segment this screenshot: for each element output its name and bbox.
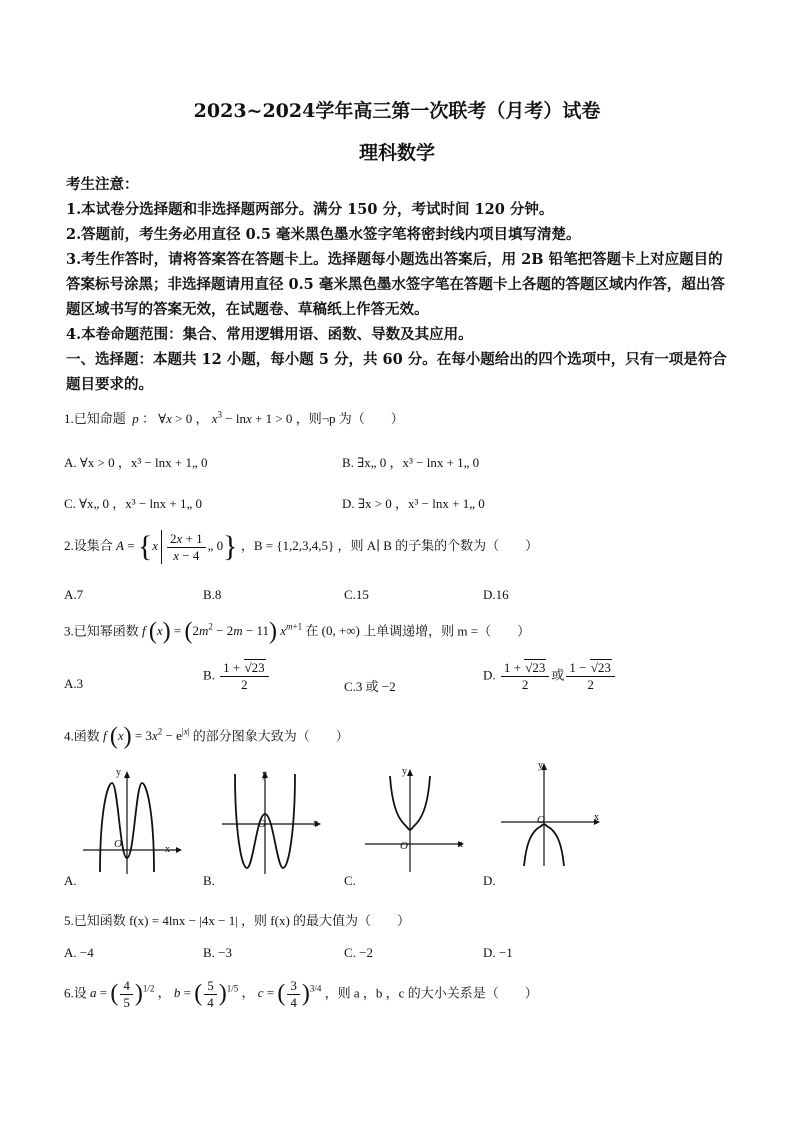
q5-option-c[interactable]: C. −2 — [344, 945, 374, 960]
graph-d-y-label: y — [538, 760, 543, 771]
q1-option-a[interactable]: A. ∀x > 0 ，x³ − lnx + 1„ 0 — [64, 455, 208, 470]
graph-c-label[interactable]: C. — [344, 873, 356, 888]
notice-item: 4.本卷命题范围：集合、常用逻辑用语、函数、导数及其应用。 — [66, 326, 473, 343]
notice-block — [66, 172, 736, 397]
graph-b-y-label: y — [262, 769, 267, 780]
q2-mid: ，B = {1,2,3,4,5} ，则 A∣ B 的子集的个数为（ ） — [240, 537, 539, 553]
q1-option-c[interactable]: C. ∀x„ 0 ，x³ − lnx + 1„ 0 — [64, 496, 202, 511]
q2-option-a[interactable]: A.7 — [64, 587, 84, 602]
q4-prefix: 4.函数 — [64, 728, 100, 744]
question-5: 5.已知函数 f(x) = 4lnx − |4x − 1| ，则 f(x) 的最大值为（ ） — [64, 913, 411, 928]
q5-option-a[interactable]: A. −4 — [64, 945, 94, 960]
q5-option-d[interactable]: D. −1 — [483, 945, 513, 960]
graph-b-label[interactable]: B. — [203, 873, 215, 888]
graph-b-x-label: x — [313, 818, 318, 829]
graph-d-x-label: x — [594, 812, 599, 823]
graph-b[interactable] — [217, 768, 327, 876]
q1-option-b[interactable]: B. ∃x„ 0 ，x³ − lnx + 1„ 0 — [342, 455, 480, 470]
q1-option-d[interactable]: D. ∃x > 0 ，x³ − lnx + 1„ 0 — [342, 496, 485, 511]
exam-subtitle: 理科数学 — [358, 142, 435, 164]
question-4 — [64, 724, 349, 751]
section-heading: 一、选择题：本题共 12 小题，每小题 5 分，共 60 分。在每小题给出的四个选项中，只有一项是符合题目要求的。 — [66, 351, 727, 393]
q3-prefix: 3.已知幂函数 — [64, 623, 139, 639]
graph-d-origin: O — [537, 814, 545, 826]
q4-formula: f $(x) = 3x^2 - e^{|x|}$ — [103, 724, 190, 750]
question-2 — [64, 530, 538, 564]
graph-b-origin: O — [258, 818, 266, 830]
exam-title: 2023~2024学年高三第一次联考（月考）试卷 — [193, 100, 601, 122]
question-3 — [64, 619, 530, 646]
q2-option-d[interactable]: D.16 — [483, 587, 509, 602]
notice-item: 3.考生作答时，请将答案答在答题卡上。选择题每小题选出答案后，用 2B 铅笔把答题卡上对应题目的答案标号涂黑；非选择题请用直径 0.5 毫米黑色墨水签字笔在答题卡上各题的答题区域内作答，超出答题区域书写的答案无效，在试题卷、草稿纸上作答无效。 — [66, 251, 725, 318]
graph-c-x-label: x — [458, 839, 463, 850]
q2-option-c[interactable]: C.15 — [344, 587, 369, 602]
graph-d[interactable] — [496, 760, 606, 868]
graph-a-x-label: x — [165, 844, 170, 855]
graph-a[interactable] — [78, 768, 188, 876]
q2-prefix: 2.设集合 — [64, 537, 113, 553]
q2-option-b[interactable]: B.8 — [203, 587, 222, 602]
graph-a-label[interactable]: A. — [64, 873, 77, 888]
q3-suffix: 上单调递增，则 m =（ ） — [363, 623, 531, 639]
question-6 — [64, 978, 538, 1011]
q3-option-c[interactable]: C.3 或 −2 — [344, 679, 396, 694]
q3-option-b[interactable]: B. $\frac{1 + √23}{2}$ — [203, 660, 271, 693]
q6-prefix: 6.设 — [64, 985, 87, 1001]
graph-d-label[interactable]: D. — [483, 873, 496, 888]
notice-item: 2.答题前，考生务必用直径 0.5 毫米黑色墨水签字笔将密封线内项目填写清楚。 — [66, 226, 581, 243]
q6-formula: a = ( $\frac{4}{5}$ )$^{1/2}$ ， b = ( $\frac{5}{4}$ )$^{1/5}$ ， c = ( $\frac{3}{4}$ )$^{3/4}$ — [90, 978, 322, 1010]
q6-suffix: ，则 a ，b ，c 的大小关系是（ ） — [324, 985, 538, 1001]
q1-formula: p ： ∀x > 0 ， $x^3 - \ln x + 1 > 0$ — [132, 409, 293, 426]
notice-heading: 考生注意： — [66, 176, 139, 193]
notice-item: 1.本试卷分选择题和非选择题两部分。满分 150 分，考试时间 120 分钟。 — [66, 201, 554, 218]
q4-suffix: 的部分图象大致为（ ） — [192, 728, 349, 744]
q3-option-d[interactable]: D. $\frac{1 + √23}{2}$ 或 $\frac{1 - √23}{2}$ — [483, 660, 617, 693]
graph-c-origin: O — [400, 840, 408, 852]
graph-c-y-label: y — [402, 766, 407, 777]
q1-suffix: ，则¬p 为（ ） — [295, 411, 404, 426]
q2-set-a: A = {x $\frac{2x + 1}{x - 4}$ „ 0} — [116, 530, 238, 563]
graph-a-origin: O — [114, 838, 122, 850]
q3-or: 或 — [551, 667, 565, 683]
q3-option-a[interactable]: A.3 — [64, 676, 84, 691]
q1-prefix: 1.已知命题 — [64, 411, 126, 426]
graph-c[interactable] — [360, 766, 470, 874]
graph-a-y-label: y — [116, 767, 121, 778]
q3-formula: f $(x) = (2m^2 - 2m - 11)$ $x^{m+1}$ 在 (0, +∞) — [142, 619, 360, 645]
question-1 — [64, 408, 404, 427]
q5-option-b[interactable]: B. −3 — [203, 945, 233, 960]
